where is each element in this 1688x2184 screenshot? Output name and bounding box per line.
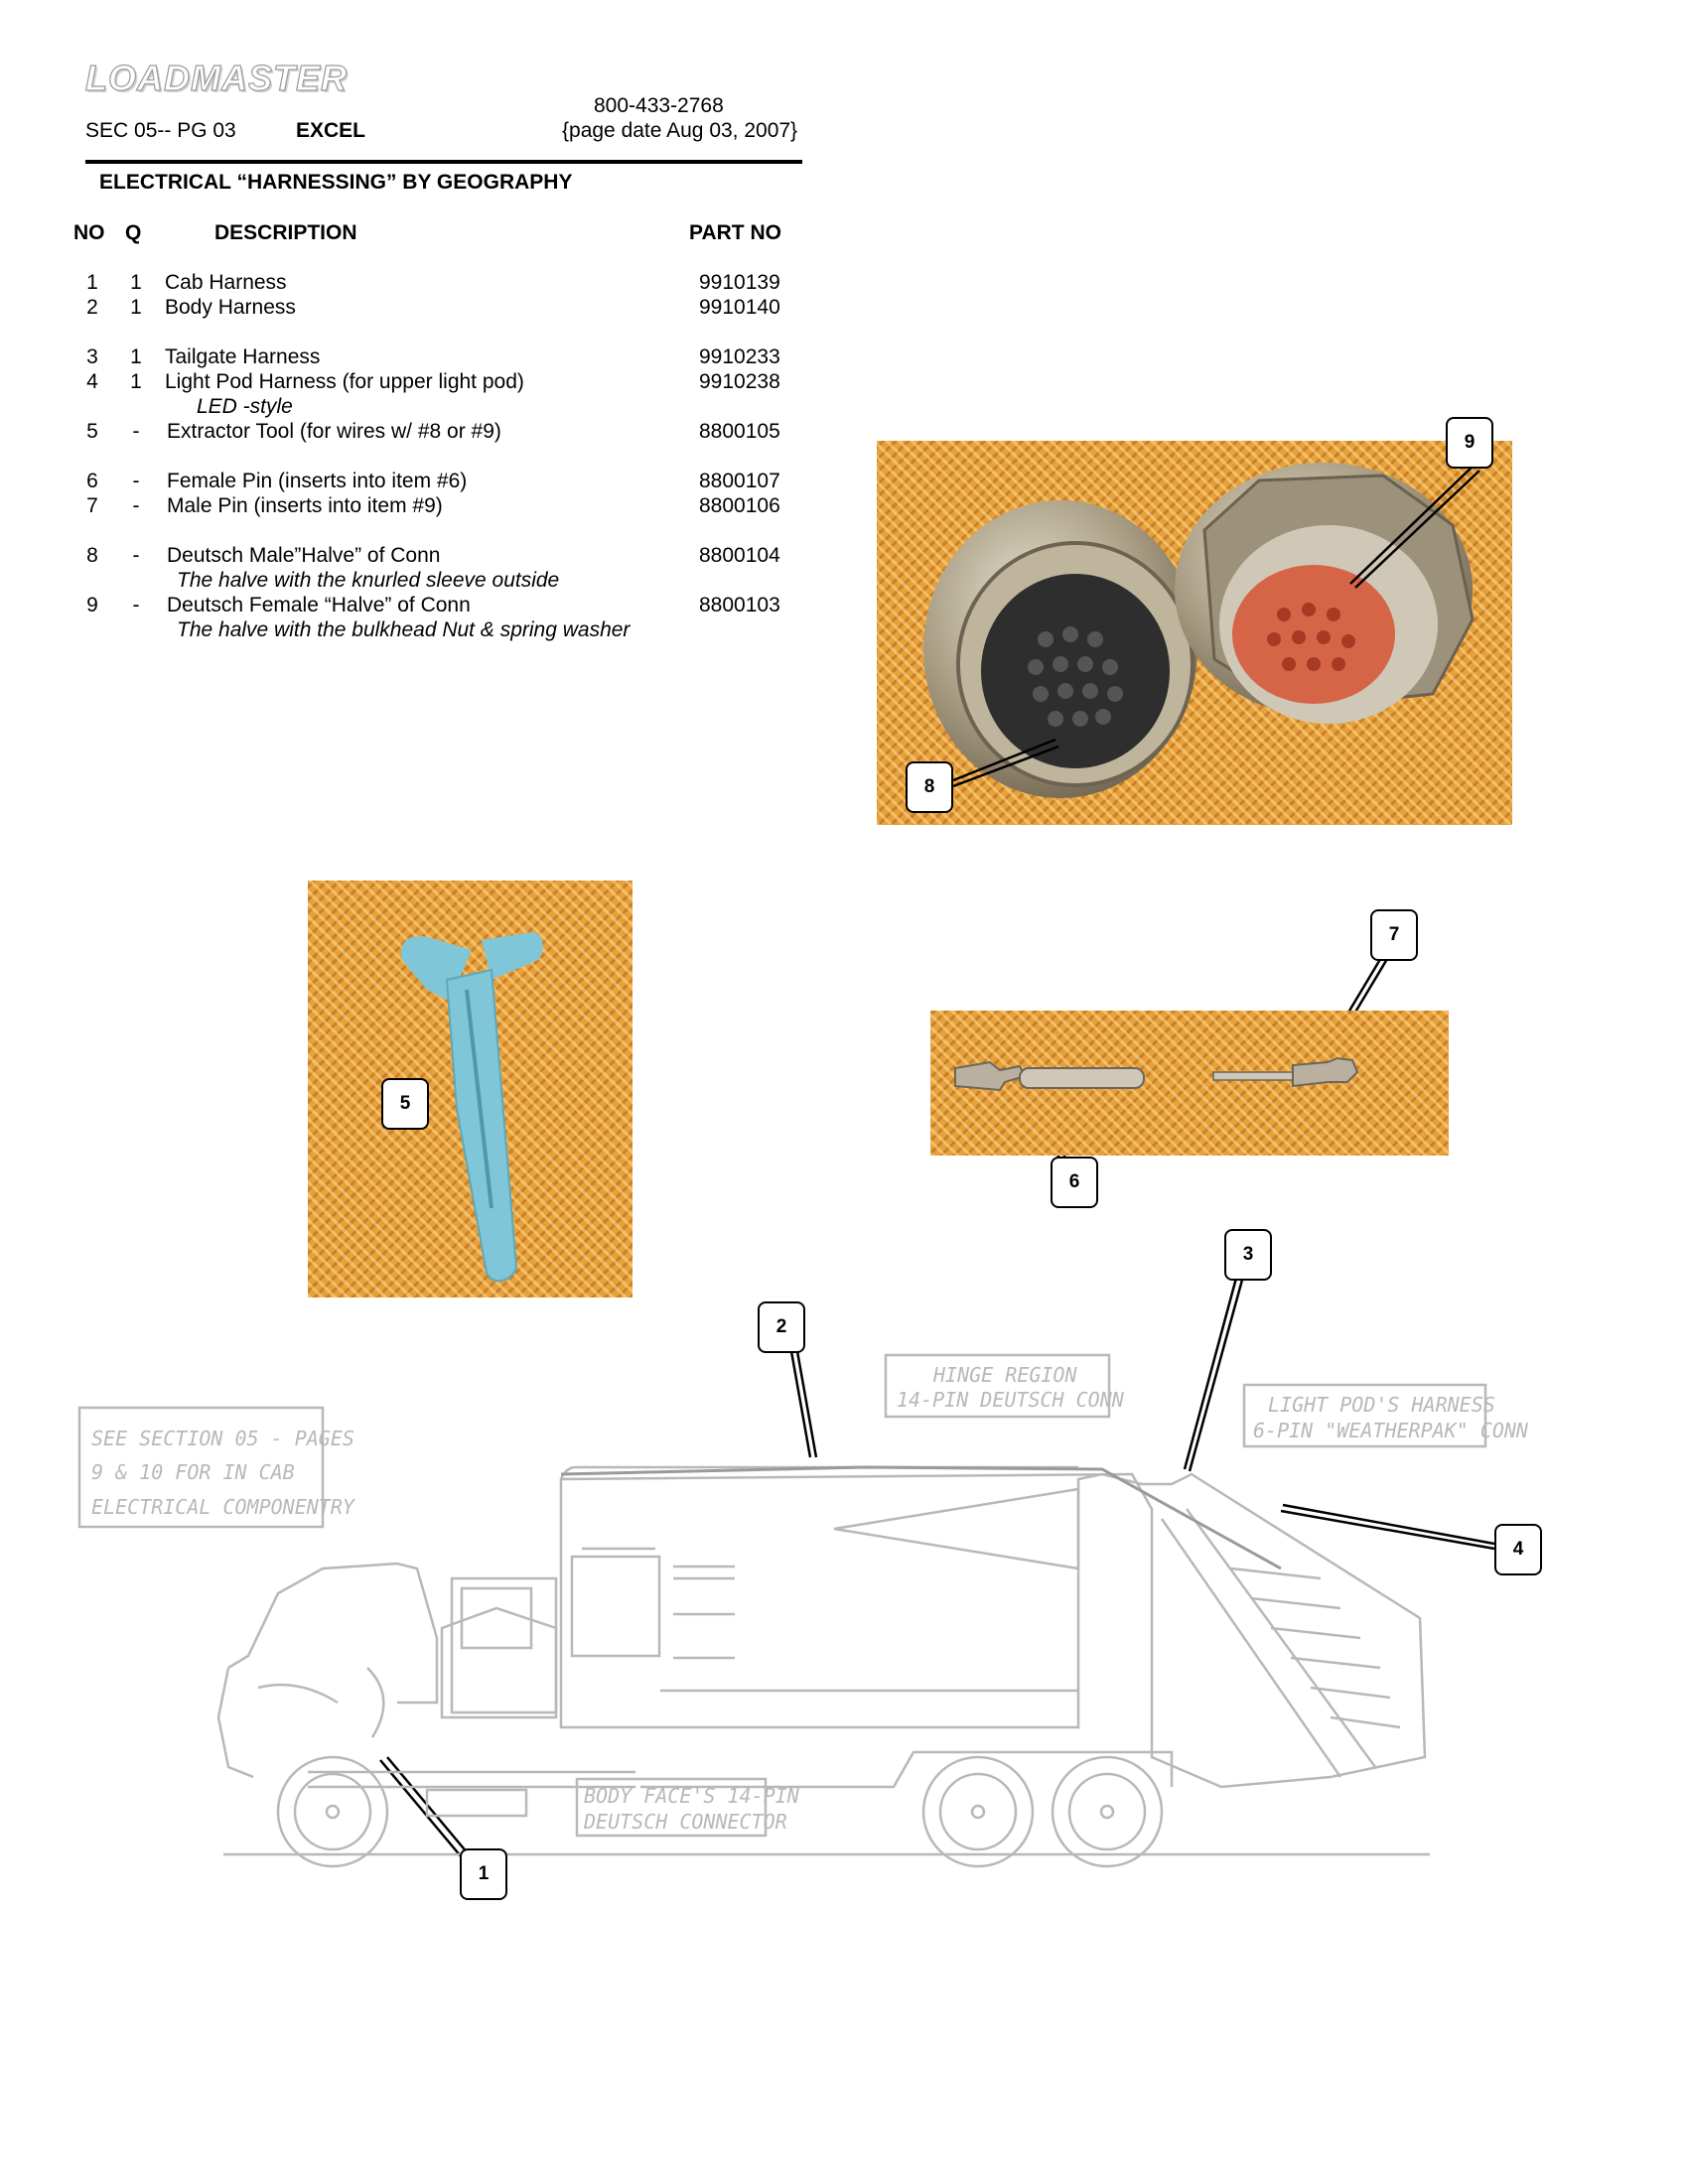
item-qty: - (132, 594, 140, 616)
item-note: The halve with the knurled sleeve outside (177, 569, 560, 592)
hinge-line-1: HINGE REGION (933, 1363, 1077, 1387)
item-qty: - (132, 470, 140, 492)
male-pin (1213, 1058, 1357, 1086)
hinge-line-2: 14-PIN DEUTSCH CONN (897, 1388, 1124, 1412)
item-description: Cab Harness (165, 271, 287, 294)
item-part-no: 9910238 (699, 370, 780, 393)
body-face-line-2: DEUTSCH CONNECTOR (584, 1810, 787, 1834)
callout-4: 4 (1494, 1524, 1542, 1575)
item-qty: - (132, 544, 140, 567)
pins-photo (930, 1011, 1449, 1156)
loadmaster-logo: LOADMASTER (85, 58, 348, 98)
callout-5: 5 (381, 1078, 429, 1130)
item-part-no: 8800106 (699, 494, 780, 517)
col-header-description: DESCRIPTION (214, 221, 357, 244)
item-description: Deutsch Male”Halve” of Conn (167, 544, 441, 567)
cab-note-line-1: SEE SECTION 05 - PAGES (91, 1427, 354, 1450)
item-part-no: 9910233 (699, 345, 780, 368)
section-page: SEC 05-- PG 03 (85, 119, 236, 142)
item-qty: - (132, 420, 140, 443)
cab-note-line-2: 9 & 10 FOR IN CAB (91, 1460, 295, 1484)
extractor-tool-illustration (308, 881, 633, 1297)
callout-9: 9 (1446, 417, 1493, 469)
item-qty: 1 (130, 345, 142, 368)
item-no: 7 (86, 494, 98, 517)
item-description: Light Pod Harness (for upper light pod) (165, 370, 524, 393)
light-pod-line-2: 6-PIN "WEATHERPAK" CONN (1253, 1419, 1528, 1442)
item-note: LED -style (197, 395, 293, 418)
callout-7: 7 (1370, 909, 1418, 961)
item-description: Female Pin (inserts into item #6) (167, 470, 468, 492)
item-part-no: 9910139 (699, 271, 780, 294)
body-door (572, 1557, 659, 1656)
item-qty: 1 (130, 271, 142, 294)
callout-3: 3 (1224, 1229, 1272, 1281)
callout-6: 6 (1051, 1157, 1098, 1208)
item-no: 2 (86, 296, 98, 319)
item-description: Extractor Tool (for wires w/ #8 or #9) (167, 420, 501, 443)
item-description: Male Pin (inserts into item #9) (167, 494, 443, 517)
col-header-part-no: PART NO (689, 221, 781, 244)
model-name: EXCEL (296, 119, 366, 142)
item-qty: 1 (130, 296, 142, 319)
callout-2: 2 (758, 1301, 805, 1353)
light-pod-line-1: LIGHT POD'S HARNESS (1268, 1393, 1495, 1417)
item-part-no: 9910140 (699, 296, 780, 319)
callout-8: 8 (906, 761, 953, 813)
pins-illustration (930, 1011, 1449, 1156)
item-part-no: 8800105 (699, 420, 780, 443)
item-no: 6 (86, 470, 98, 492)
body-face-line-1: BODY FACE'S 14-PIN (584, 1784, 799, 1808)
item-part-no: 8800107 (699, 470, 780, 492)
item-no: 3 (86, 345, 98, 368)
item-qty: 1 (130, 370, 142, 393)
item-description: Tailgate Harness (165, 345, 321, 368)
item-no: 5 (86, 420, 98, 443)
col-header-q: Q (125, 221, 142, 244)
col-header-no: NO (73, 221, 105, 244)
extractor-tool-photo (308, 881, 633, 1297)
item-no: 8 (86, 544, 98, 567)
callout-1: 1 (460, 1848, 507, 1900)
item-no: 4 (86, 370, 98, 393)
item-no: 9 (86, 594, 98, 616)
phone-number: 800-433-2768 (594, 94, 724, 117)
page-title: ELECTRICAL “HARNESSING” BY GEOGRAPHY (99, 171, 573, 194)
item-qty: - (132, 494, 140, 517)
cab-note-line-3: ELECTRICAL COMPONENTRY (91, 1495, 354, 1519)
item-description: Deutsch Female “Halve” of Conn (167, 594, 471, 616)
item-part-no: 8800103 (699, 594, 780, 616)
item-no: 1 (86, 271, 98, 294)
female-pin (955, 1062, 1144, 1090)
page-date: {page date Aug 03, 2007} (562, 119, 798, 142)
item-part-no: 8800104 (699, 544, 780, 567)
item-description: Body Harness (165, 296, 296, 319)
item-note: The halve with the bulkhead Nut & spring washer (177, 618, 631, 641)
truck-diagram (91, 1360, 1528, 1876)
